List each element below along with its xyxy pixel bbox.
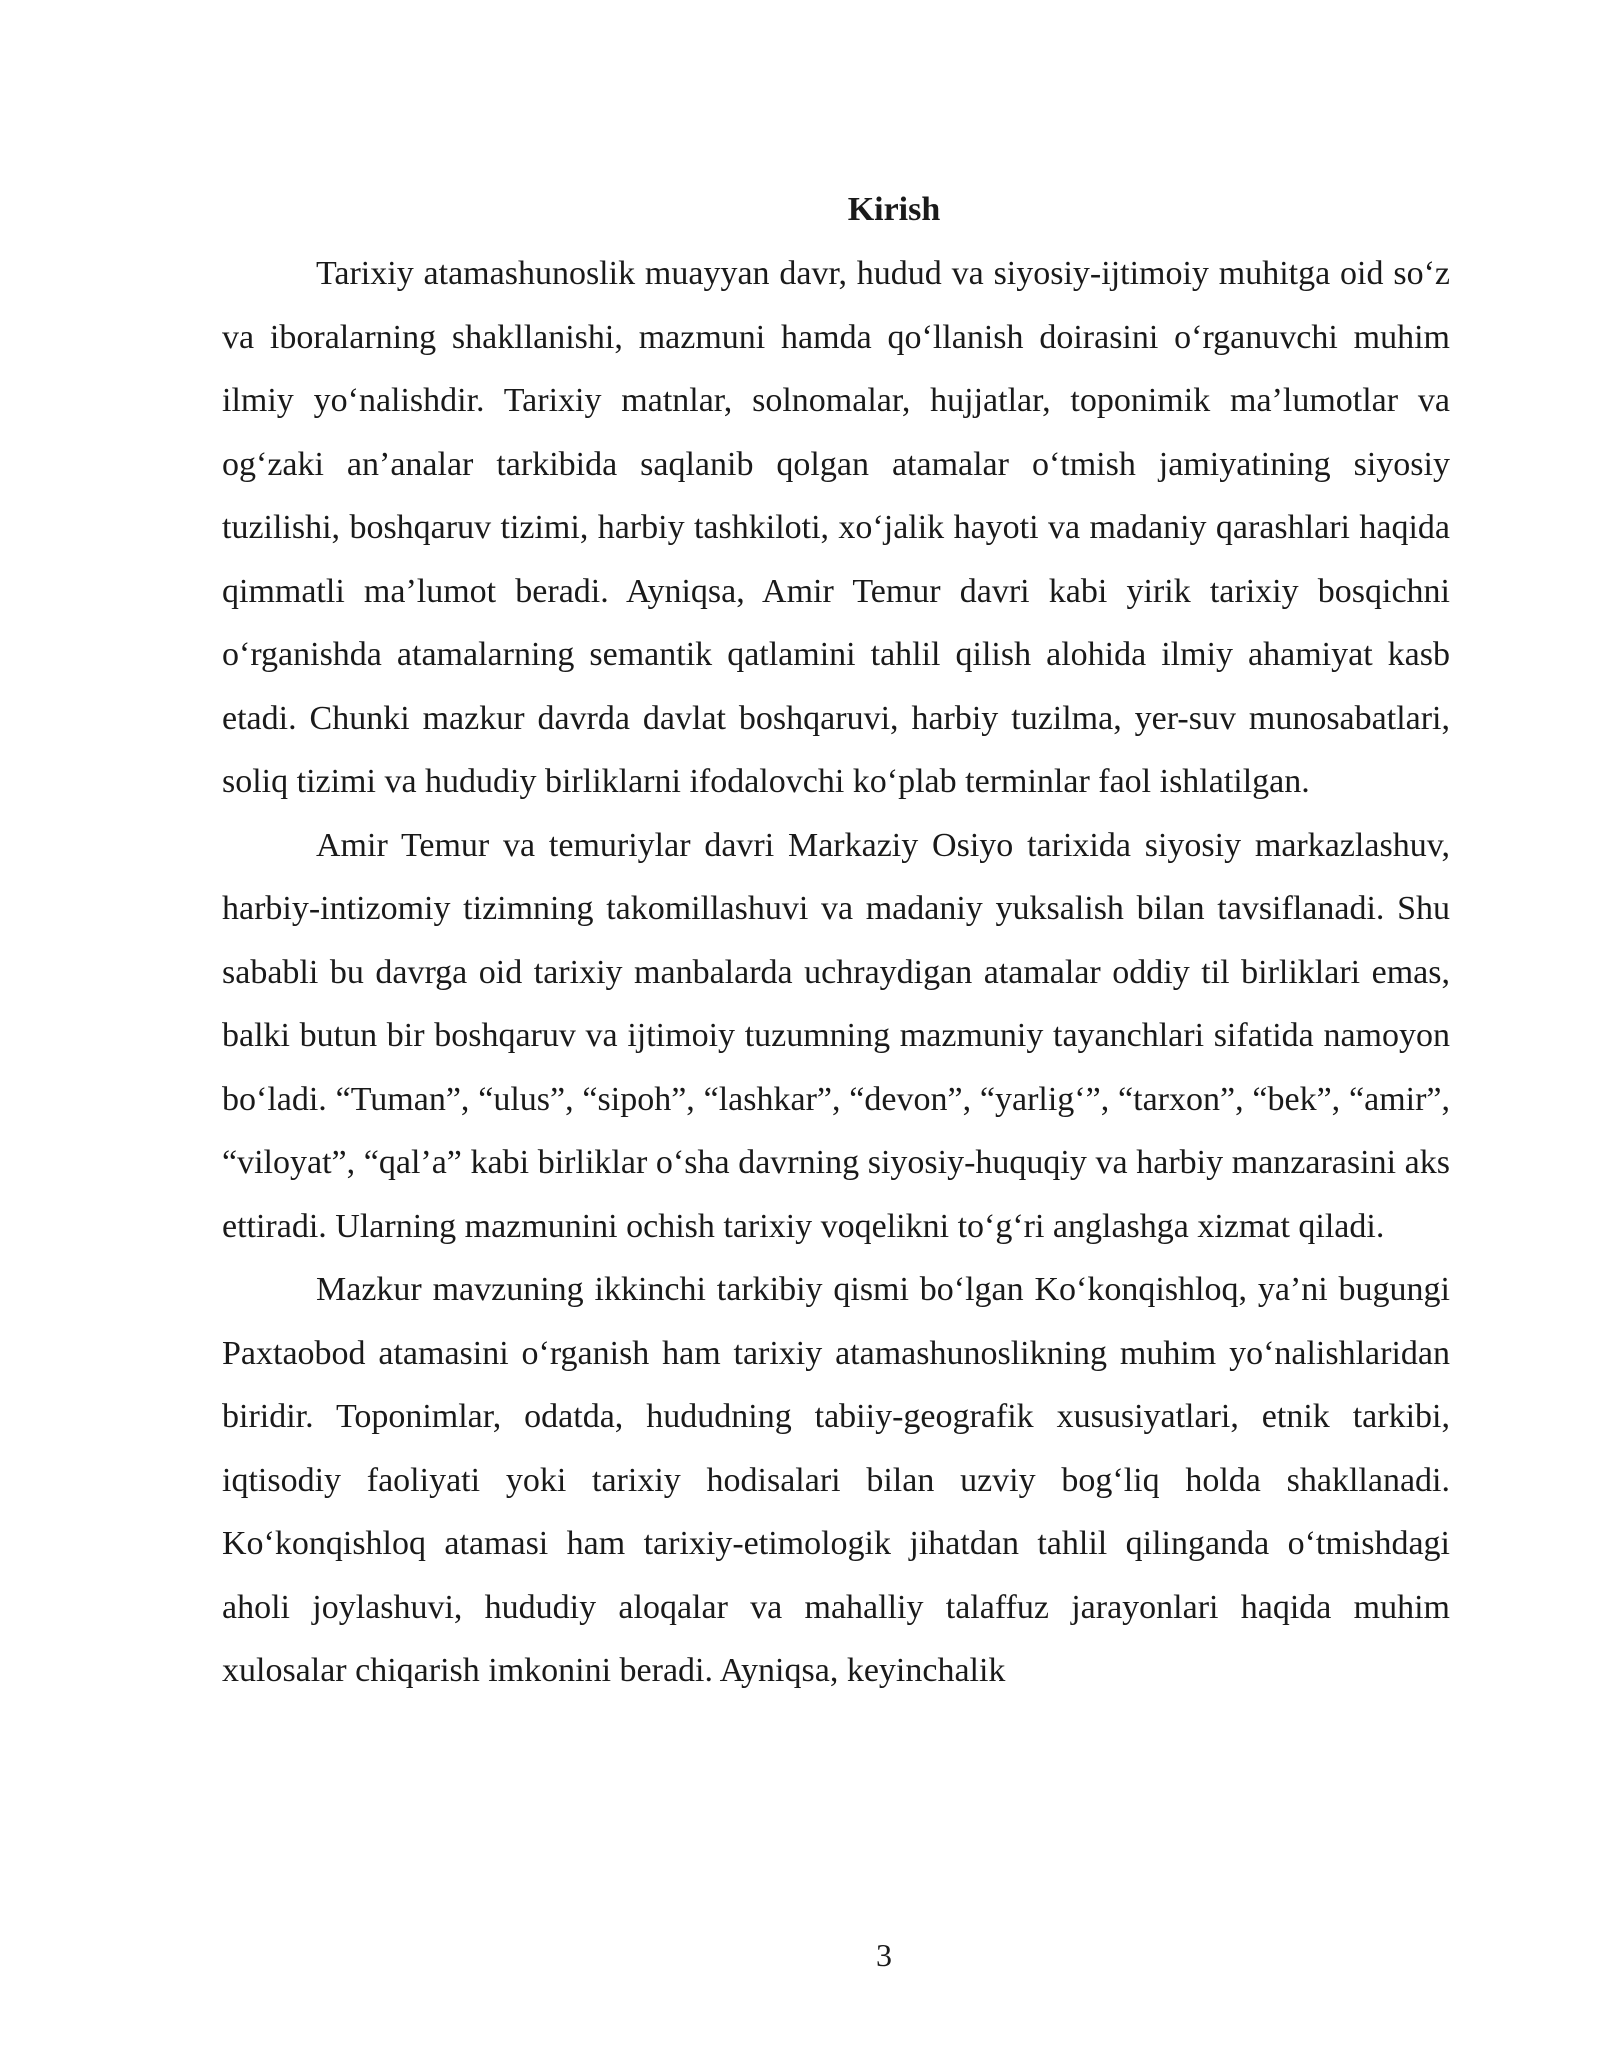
paragraph-3: Mazkur mavzuning ikkinchi tarkibiy qismi bo‘lgan Ko‘konqishloq, ya’ni bugungi Paxtaobod atamasini o‘rganish ham tarixiy atamashunoslikning muhim yo‘nalishlaridan biridir. Toponimlar, odatda, hududning tabiiy-geografik xususiyatlari, etnik tarkibi, iqtisodiy faoliyati yoki tarixiy hodisalari bilan uzviy bog‘liq holda shakllanadi. Ko‘konqishloq atamasi ham tarixiy-etimologik jihatdan tahlil qilinganda o‘tmishdagi aholi joylashuvi, hududiy aloqalar va mahalliy talaffuz jarayonlari haqida muhim xulosalar chiqarish imkonini beradi. Ayniqsa, keyinchalik [222, 1271, 1450, 1689]
section-heading: Kirish [847, 191, 941, 228]
paragraph-1: Tarixiy atamashunoslik muayyan davr, hudud va siyosiy-ijtimoiy muhitga oid so‘z va iboralarning shakllanishi, mazmuni hamda qo‘llanish doirasini o‘rganuvchi muhim ilmiy yo‘nalishdir. Tarixiy matnlar, solnomalar, hujjatlar, toponimik ma’lumotlar va og‘zaki an’analar tarkibida saqlanib qolgan atamalar o‘tmish jamiyatining siyosiy tuzilishi, boshqaruv tizimi, harbiy tashkiloti, xo‘jalik hayoti va madaniy qarashlari haqida qimmatli ma’lumot beradi. Ayniqsa, Amir Temur davri kabi yirik tarixiy bosqichni o‘rganishda atamalarning semantik qatlamini tahlil qilish alohida ilmiy ahamiyat kasb etadi. Chunki mazkur davrda davlat boshqaruvi, harbiy tuzilma, yer-suv munosabatlari, soliq tizimi va hududiy birliklarni ifodalovchi ko‘plab terminlar faol ishlatilgan. [222, 255, 1450, 800]
document-page [222, 180, 1450, 1703]
paragraph-2: Amir Temur va temuriylar davri Markaziy Osiyo tarixida siyosiy markazlashuv, harbiy-intizomiy tizimning takomillashuvi va madaniy yuksalish bilan tavsiflanadi. Shu sababli bu davrga oid tarixiy manbalarda uchraydigan atamalar oddiy til birliklari emas, balki butun bir boshqaruv va ijtimoiy tuzumning mazmuniy tayanchlari sifatida namoyon bo‘ladi. “Tuman”, “ulus”, “sipoh”, “lashkar”, “devon”, “yarlig‘”, “tarxon”, “bek”, “amir”, “viloyat”, “qal’a” kabi birliklar o‘sha davrning siyosiy-huquqiy va harbiy manzarasini aks ettiradi. Ularning mazmunini ochish tarixiy voqelikni to‘g‘ri anglashga xizmat qiladi. [222, 826, 1450, 1245]
page-number: 3 [876, 1937, 892, 1973]
